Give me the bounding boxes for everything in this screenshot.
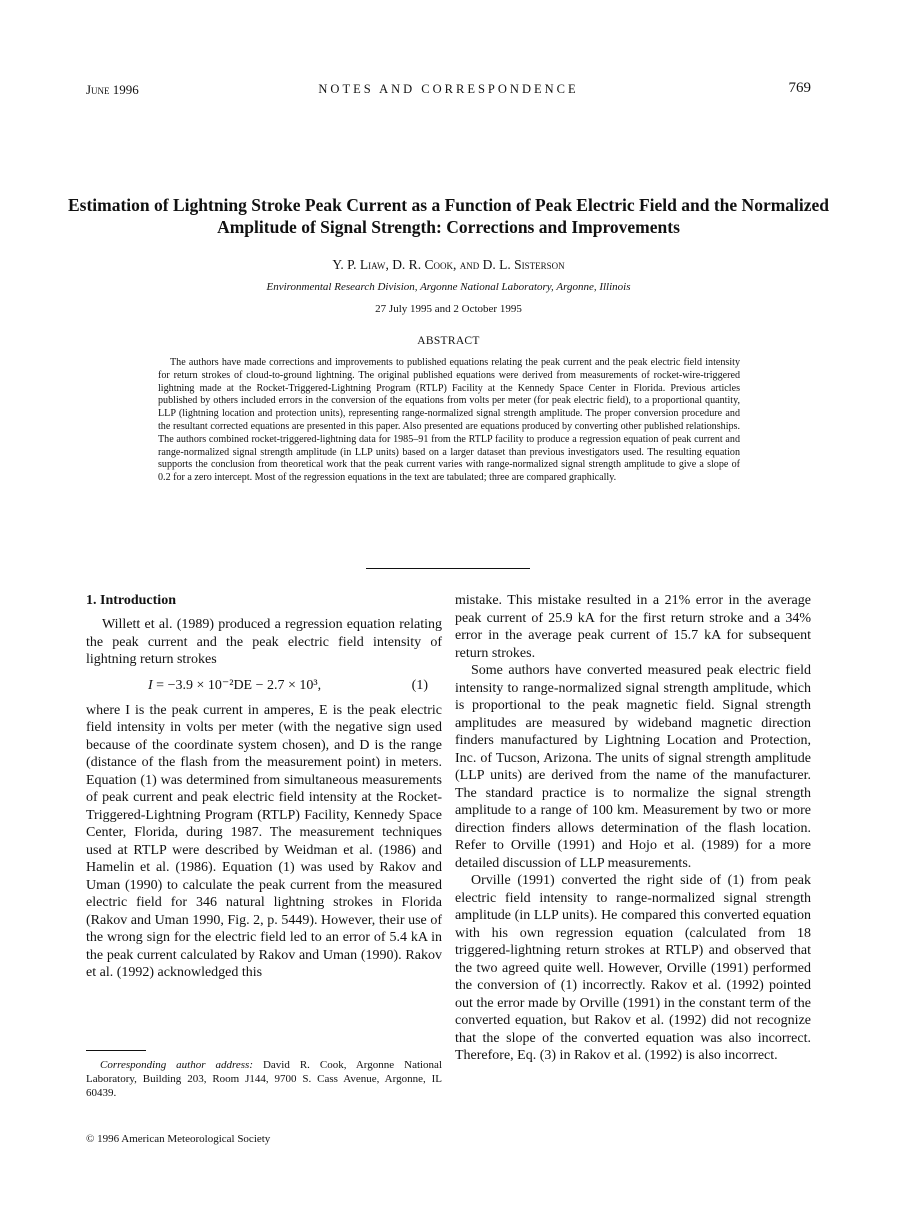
- intro-paragraph-2-continued: mistake. This mistake resulted in a 21% error in the average peak current of 25.9 kA for the first return stroke and a 34% error in the average peak current of 15.7 kA for subsequent return strokes.: [455, 593, 811, 661]
- right-column: [455, 592, 811, 1065]
- abstract-text: The authors have made corrections and improvements to published equations relating the peak current and the peak electric field intensity for return strokes of cloud-to-ground lightning. The original published equations were derived from measurements of rocket-wire-triggered lightning made at the Rocket-Triggered-Lightning Program (RTLP) Facility at the Kennedy Space Center in Florida. Previous articles published by others included errors in the conversion of the equations from volts per meter (for peak electric field), to a proportional quantity, LLP (lightning location and protection units), representing range-normalized signal strength amplitude. The proper conversion procedure and the resultant corrected equations are presented in this paper. Also presented are equations produced by converting other published relationships. The authors combined rocket-triggered-lightning data for 1985–91 from the RTLP facility to produce a regression equation of peak current and range-normalized signal strength amplitude (in LLP units) based on a larger dataset than previous investigators used. The resulting equation supports the conclusion from theoretical work that the peak current varies with range-normalized signal strength amplitude to give a slope of 0.2 for a zero intercept. Most of the regression equations in the text are tabulated; three are compared graphically.: [158, 357, 740, 484]
- header-date: June 1996: [86, 82, 139, 97]
- equation-1-rhs: = −3.9 × 10⁻²DE − 2.7 × 10³,: [156, 677, 322, 693]
- copyright-notice: © 1996 American Meteorological Society: [86, 1133, 271, 1145]
- footnote-text: David R. Cook, Argonne National Laboratory, Building 203, Room J144, 9700 S. Cass Avenue, Argonne, IL 60439.: [86, 1059, 442, 1099]
- equation-1-lhs: I: [148, 677, 153, 693]
- author-2-surname: Cook: [424, 257, 453, 272]
- abstract-heading: ABSTRACT: [417, 335, 480, 347]
- author-3-initials: D. L.: [482, 257, 511, 272]
- equation-1: [86, 674, 442, 698]
- section-heading-introduction: 1. Introduction: [86, 593, 176, 608]
- article-title: Estimation of Lightning Stroke Peak Current as a Function of Peak Electric Field and the Normalized Amplitude of Signal Strength: Corrections and Improvements: [67, 195, 830, 237]
- author-conjunction: and: [459, 257, 480, 272]
- running-head: [86, 82, 811, 102]
- author-1-surname: Liaw: [359, 257, 386, 272]
- author-1-initials: Y. P.: [332, 257, 357, 272]
- intro-paragraph-1: Willett et al. (1989) produced a regression equation relating the peak current and the peak electric field intensity of lightning return strokes: [86, 617, 442, 667]
- author-2-initials: D. R.: [392, 257, 422, 272]
- intro-paragraph-2: where I is the peak current in amperes, E is the peak electric field intensity in volts per meter (with the negative sign used because of the coordinate system chosen), and D is the range (distance of the flash from the measurement point) in meters. Equation (1) was determined from simultaneous measurements of peak current and peak electric field intensity at the Rocket-Triggered-Lightning Program (RTLP) Facility, Kennedy Space Center, Florida, during 1987. The measurement techniques used at RTLP were described by Weidman et al. (1986) and Hamelin et al. (1986). Equation (1) was used by Rakov and Uman (1990) to calculate the peak current from the measured electric field for 346 natural lightning strokes in Florida (Rakov and Uman 1990, Fig. 2, p. 5449). However, their use of the wrong sign for the electric field led to an error of 5.4 kA in the peak current calculated by Rakov and Uman (1990). Rakov et al. (1992) acknowledged this: [86, 702, 442, 980]
- author-line: Y. P. Liaw, D. R. Cook, and D. L. Sisterson: [332, 257, 565, 272]
- left-column: [86, 592, 442, 982]
- footnote-rule: [86, 1050, 146, 1051]
- received-dates: 27 July 1995 and 2 October 1995: [375, 303, 522, 315]
- equation-1-body: [148, 677, 321, 695]
- page-number: 769: [788, 80, 811, 96]
- equation-1-number: (1): [411, 677, 428, 693]
- intro-paragraph-4: Orville (1991) converted the right side of (1) from peak electric field intensity to range-normalized signal strength amplitude (in LLP units). He compared this converted equation with his own regression equation (calculated from 18 triggered-lightning return strokes at RTLP) and observed that the two agreed quite well. However, Orville (1991) performed the conversion of (1) incorrectly. Rakov et al. (1992) pointed out the error made by Orville (1991) in the constant term of the converted equation, but Rakov et al. (1992) did not recognize that the slope of the converted equation was also incorrect. Therefore, Eq. (3) in Rakov et al. (1992) is also incorrect.: [455, 873, 811, 1063]
- intro-paragraph-3: Some authors have converted measured peak electric field intensity to range-normalized signal strength amplitude, which is proportional to the peak magnetic field. Signal strength amplitudes are measured by wideband magnetic direction finders manufactured by Lightning Location and Protection, Inc. of Tucson, Arizona. The units of signal strength amplitude (LLP units) are derived from the name of the manufacturer. The standard practice is to normalize the signal strength amplitude to a range of 100 km. Measurement by two or more direction finders allows determination of the flash location. Refer to Orville (1991) and Hojo et al. (1989) for a more detailed discussion of LLP measurements.: [455, 663, 811, 871]
- header-section: NOTES AND CORRESPONDENCE: [318, 82, 579, 96]
- author-3-surname: Sisterson: [514, 257, 565, 272]
- affiliation: Environmental Research Division, Argonne National Laboratory, Argonne, Illinois: [266, 281, 631, 293]
- footnote-label: Corresponding author address:: [100, 1059, 253, 1071]
- corresponding-author-footnote: [86, 1058, 442, 1100]
- section-divider: [366, 568, 530, 569]
